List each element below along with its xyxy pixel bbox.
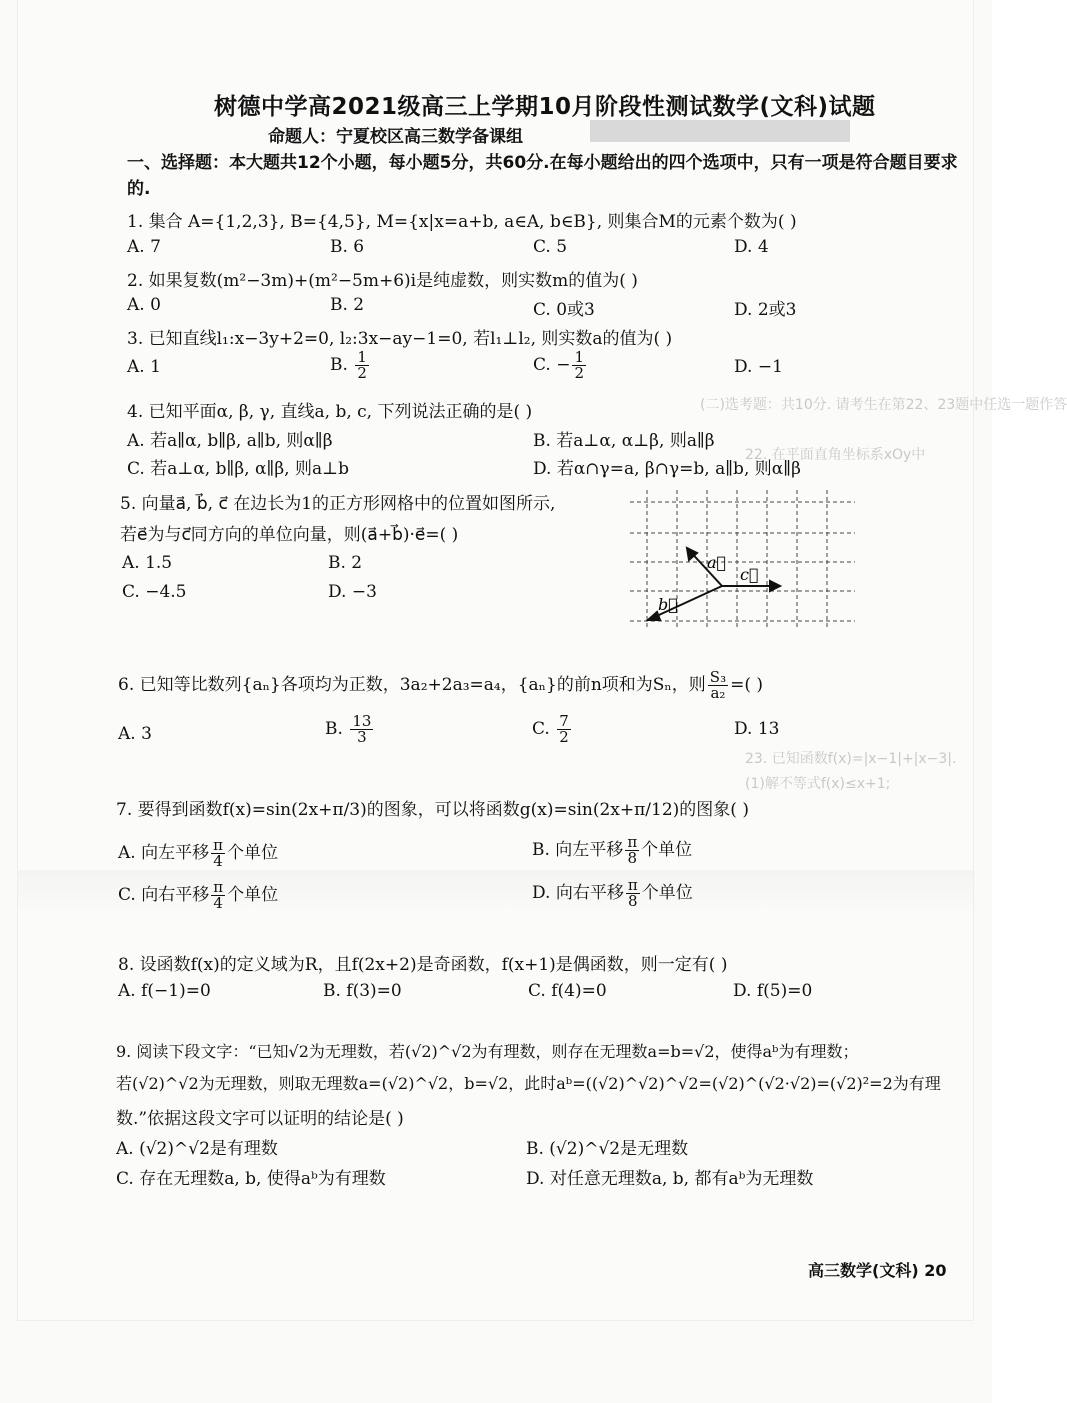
- question-1-stem: 1. 集合 A={1,2,3}, B={4,5}, M={x|x=a+b, a∈A, b∈B}, 则集合M的元素个数为( ): [127, 212, 797, 232]
- fraction-num: 1: [357, 348, 367, 366]
- fraction: [211, 838, 225, 869]
- q5-option-d: D. −3: [328, 582, 377, 602]
- bleed-text: 22. 在平面直角坐标系xOy中: [745, 447, 926, 463]
- vector-grid-figure: [630, 490, 870, 635]
- q3-option-c: [533, 350, 588, 381]
- label-b: b⃗: [658, 595, 678, 614]
- q6-option-c: [532, 714, 573, 745]
- q1-option-b: B. 6: [330, 237, 365, 257]
- option-label: D. 向右平移: [532, 883, 624, 903]
- q5-option-b: B. 2: [328, 553, 363, 573]
- q6-option-d: D. 13: [734, 719, 780, 739]
- question-2-stem: 2. 如果复数(m²−3m)+(m²−5m+6)i是纯虚数，则实数m的值为( ): [127, 271, 638, 291]
- fraction-num: π: [213, 878, 224, 896]
- q9-option-d: D. 对任意无理数a, b, 都有aᵇ为无理数: [526, 1169, 814, 1189]
- question-7-stem: 7. 要得到函数f(x)=sin(2x+π/3)的图象，可以将函数g(x)=sin(2x+π/12)的图象( ): [116, 800, 749, 820]
- fraction: [557, 714, 571, 745]
- q7-option-a: [118, 838, 278, 869]
- q2-option-c: C. 0或3: [533, 300, 595, 320]
- question-6-stem: [118, 670, 763, 701]
- option-label: A. 向左平移: [118, 843, 210, 863]
- stem-text: 6. 已知等比数列{aₙ}各项均为正数，3a₂+2a₃=a₄，{aₙ}的前n项和为Sₙ，则: [118, 675, 706, 695]
- fraction-num: π: [213, 836, 223, 854]
- question-9-stem-3: 数.”依据这段文字可以证明的结论是( ): [116, 1109, 404, 1129]
- question-9-stem: 9. 阅读下段文字：“已知√2为无理数，若(√2)^√2为有理数，则存在无理数a=b=√2，使得aᵇ为有理数；: [116, 1042, 859, 1061]
- fraction: [211, 880, 225, 911]
- q2-option-b: B. 2: [330, 295, 365, 315]
- q1-option-c: C. 5: [533, 237, 568, 257]
- q2-option-d: D. 2或3: [734, 300, 797, 320]
- q2-option-a: A. 0: [127, 295, 161, 315]
- q8-option-b: B. f(3)=0: [323, 981, 402, 1001]
- question-3-stem: 3. 已知直线l₁:x−3y+2=0, l₂:3x−ay−1=0, 若l₁⊥l₂, 则实数a的值为( ): [127, 329, 673, 349]
- option-label: B. 向左平移: [532, 840, 624, 860]
- fraction-num: π: [627, 833, 638, 851]
- label-a: a⃗: [707, 553, 727, 572]
- bleed-text: (1)解不等式f(x)≤x+1;: [745, 776, 891, 792]
- option-tail: 个单位: [641, 883, 693, 903]
- fraction-den: a₂: [710, 684, 726, 702]
- q7-option-b: [532, 835, 692, 866]
- q5-option-a: A. 1.5: [122, 553, 173, 573]
- question-5-stem-2: 若e⃗为与c⃗同方向的单位向量，则(a⃗+b⃗)·e⃗=( ): [120, 525, 459, 545]
- section-heading: 一、选择题：本大题共12个小题，每小题5分，共60分.在每小题给出的四个选项中，只有一项是符合题目要求的.: [127, 153, 958, 199]
- fraction-den: 8: [628, 892, 638, 910]
- q6-option-b: [325, 714, 375, 745]
- bleed-text: 23. 已知函数f(x)=|x−1|+|x−3|.: [745, 751, 957, 767]
- question-9-stem-2: 若(√2)^√2为无理数，则取无理数a=(√2)^√2，b=√2，此时aᵇ=((√2)^√2)^√2=(√2)^(√2·√2)=(√2)²=2为有理: [116, 1074, 941, 1093]
- q8-option-c: C. f(4)=0: [528, 981, 607, 1001]
- question-4-stem: 4. 已知平面α, β, γ, 直线a, b, c, 下列说法正确的是( ): [127, 402, 533, 422]
- q3-option-b: [330, 350, 371, 381]
- fraction: [625, 835, 639, 866]
- q1-option-a: A. 7: [127, 237, 161, 257]
- label-c: c⃗: [740, 565, 759, 584]
- q4-option-d: D. 若α∩γ=a, β∩γ=b, a∥b, 则α∥β: [533, 459, 801, 479]
- q7-option-c: [118, 880, 278, 911]
- page-title: 树德中学高2021级高三上学期10月阶段性测试数学(文科)试题: [214, 94, 876, 120]
- fraction-den: 2: [559, 728, 569, 746]
- option-tail: 个单位: [641, 840, 693, 860]
- author-line: 命题人：宁夏校区高三数学备课组: [268, 127, 523, 147]
- fraction-num: S₃: [709, 668, 727, 686]
- fraction-den: 2: [574, 364, 584, 382]
- option-label: C.: [532, 719, 556, 739]
- fraction-den: 3: [357, 728, 367, 746]
- option-label: B.: [325, 719, 349, 739]
- q9-option-a: A. (√2)^√2是有理数: [116, 1139, 278, 1159]
- q4-option-c: C. 若a⊥α, b∥β, α∥β, 则a⊥b: [127, 459, 349, 479]
- fraction-den: 8: [627, 849, 638, 867]
- option-label: B.: [330, 355, 354, 375]
- q8-option-a: A. f(−1)=0: [118, 981, 211, 1001]
- fraction: [350, 714, 373, 745]
- q3-option-a: A. 1: [127, 357, 161, 377]
- fraction: [708, 670, 728, 701]
- vector-c-arrowhead: [770, 581, 780, 591]
- question-5-stem: 5. 向量a⃗, b⃗, c⃗ 在边长为1的正方形网格中的位置如图所示,: [120, 494, 556, 514]
- fraction-num: 13: [352, 712, 372, 730]
- question-8-stem: 8. 设函数f(x)的定义域为R，且f(2x+2)是奇函数，f(x+1)是偶函数，则一定有( ): [118, 955, 728, 975]
- fraction: [626, 878, 640, 909]
- q9-option-c: C. 存在无理数a, b, 使得aᵇ为有理数: [116, 1169, 386, 1189]
- q7-option-d: [532, 878, 693, 909]
- fraction: [572, 350, 586, 381]
- fraction-num: π: [627, 876, 638, 894]
- fraction-num: 7: [559, 712, 569, 730]
- fraction-den: 4: [213, 852, 223, 870]
- q1-option-d: D. 4: [734, 237, 769, 257]
- option-label: C. 向右平移: [118, 885, 210, 905]
- q6-option-a: A. 3: [118, 724, 152, 744]
- redaction-bar: [590, 120, 850, 142]
- fraction-den: 2: [357, 364, 367, 382]
- stem-tail: =( ): [730, 675, 764, 695]
- q3-option-d: D. −1: [734, 357, 783, 377]
- q5-option-c: C. −4.5: [122, 582, 187, 602]
- option-label: C. −: [533, 355, 571, 375]
- q8-option-d: D. f(5)=0: [733, 981, 813, 1001]
- fraction-den: 4: [213, 894, 223, 912]
- fraction: [355, 350, 369, 381]
- fraction-num: 1: [574, 348, 584, 366]
- page-footer: 高三数学(文科) 20: [808, 1261, 947, 1280]
- option-tail: 个单位: [226, 843, 278, 863]
- option-tail: 个单位: [227, 885, 279, 905]
- bleed-text: (二)选考题：共10分. 请考生在第22、23题中任选一题作答: [700, 397, 1067, 413]
- q9-option-b: B. (√2)^√2是无理数: [526, 1139, 689, 1159]
- q4-option-b: B. 若a⊥α, α⊥β, 则a∥β: [533, 431, 715, 451]
- q4-option-a: A. 若a∥α, b∥β, a∥b, 则α∥β: [127, 431, 333, 451]
